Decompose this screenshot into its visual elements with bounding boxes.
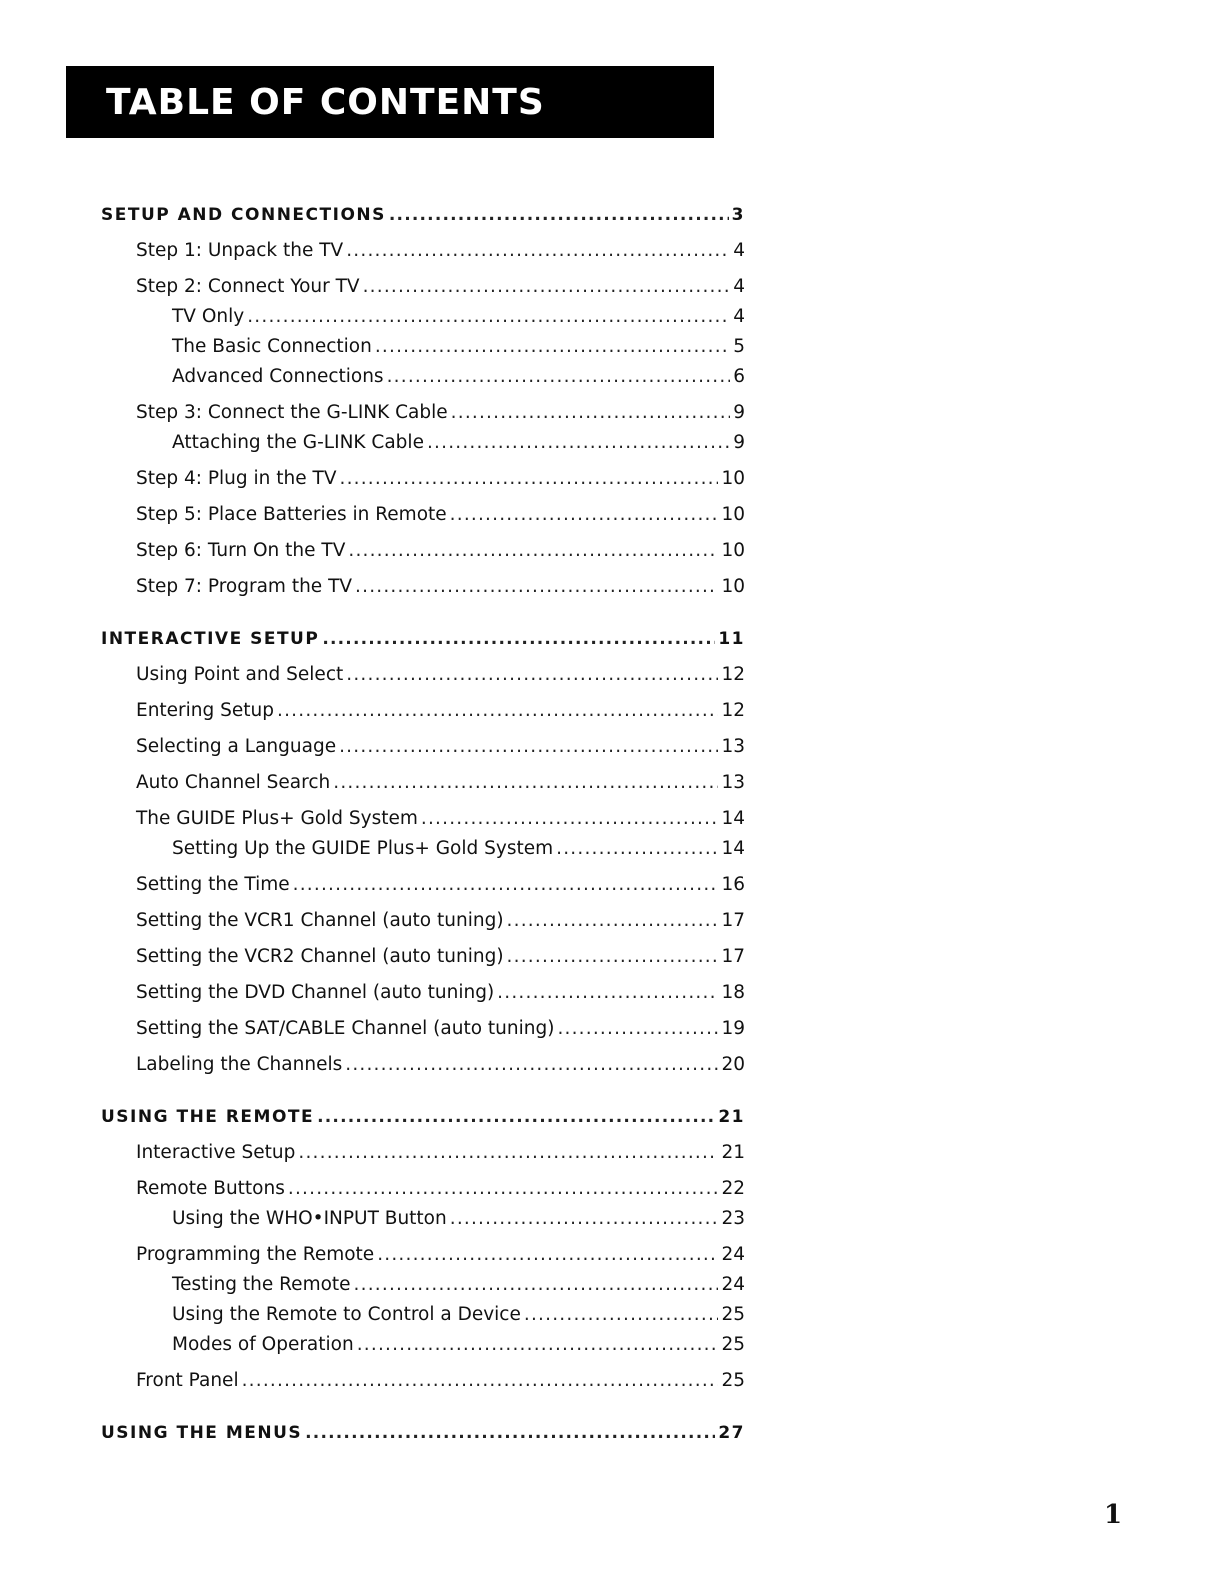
toc-entry — [136, 275, 745, 299]
toc-section-heading — [101, 627, 745, 651]
toc-entry-page: 25 — [721, 1370, 745, 1391]
toc-entry — [136, 807, 745, 831]
toc-entry-title: Selecting a Language — [136, 736, 337, 757]
toc-entry — [172, 1207, 745, 1231]
toc-entry — [172, 1333, 745, 1357]
toc-section-heading — [101, 1421, 745, 1445]
toc-entry — [136, 873, 745, 897]
toc-entry-title: Advanced Connections — [172, 366, 384, 387]
toc-entry-title: The GUIDE Plus+ Gold System — [136, 808, 418, 829]
toc-entry — [136, 575, 745, 599]
toc-entry — [136, 467, 745, 491]
dot-leader — [298, 1141, 718, 1165]
toc-entry-page: 19 — [721, 1018, 745, 1039]
toc-entry — [136, 539, 745, 563]
toc-entry-page: 18 — [721, 982, 745, 1003]
dot-leader — [346, 663, 718, 687]
toc-entry-title: Step 6: Turn On the TV — [136, 540, 346, 561]
toc-entry-page: 23 — [721, 1208, 745, 1229]
toc-entry — [136, 1141, 745, 1165]
toc-entry-page: 4 — [733, 276, 745, 297]
toc-entry — [136, 1177, 745, 1201]
dot-leader — [375, 335, 730, 359]
toc-entry — [172, 305, 745, 329]
dot-leader — [354, 1273, 719, 1297]
toc-entry-title: TV Only — [172, 306, 245, 327]
toc-entry — [136, 699, 745, 723]
dot-leader — [348, 539, 718, 563]
toc-entry-page: 5 — [733, 336, 745, 357]
dot-leader — [363, 275, 731, 299]
title-banner — [66, 66, 714, 138]
toc-section-heading — [101, 1105, 745, 1129]
toc-entry-page: 3 — [731, 205, 745, 225]
toc-entry — [172, 365, 745, 389]
dot-leader — [322, 627, 715, 651]
dot-leader — [277, 699, 718, 723]
dot-leader — [355, 575, 718, 599]
toc-entry-title: Step 1: Unpack the TV — [136, 240, 344, 261]
page-title: TABLE OF CONTENTS — [106, 81, 545, 123]
dot-leader — [450, 503, 719, 527]
toc-entry-title: Step 4: Plug in the TV — [136, 468, 337, 489]
dot-leader — [524, 1303, 719, 1327]
toc-entry-title: Front Panel — [136, 1370, 239, 1391]
toc-entry-title: Remote Buttons — [136, 1178, 285, 1199]
toc-entry-page: 27 — [718, 1423, 745, 1443]
dot-leader — [339, 467, 718, 491]
toc-entry — [136, 401, 745, 425]
toc-entry-page: 11 — [718, 629, 745, 649]
toc-entry-page: 21 — [721, 1142, 745, 1163]
dot-leader — [345, 1053, 718, 1077]
toc-entry-page: 9 — [733, 432, 745, 453]
toc-entry — [136, 981, 745, 1005]
toc-entry-title: INTERACTIVE SETUP — [101, 629, 320, 649]
dot-leader — [339, 735, 718, 759]
toc-entry-page: 10 — [721, 504, 745, 525]
toc-entry-title: The Basic Connection — [172, 336, 372, 357]
toc-entry-title: Attaching the G-LINK Cable — [172, 432, 424, 453]
toc-section-heading — [101, 203, 745, 227]
dot-leader — [305, 1421, 715, 1445]
toc-entry-page: 20 — [721, 1054, 745, 1075]
toc-entry-title: Setting the VCR2 Channel (auto tuning) — [136, 946, 504, 967]
toc-entry-title: Interactive Setup — [136, 1142, 296, 1163]
dot-leader — [497, 981, 718, 1005]
toc-entry — [136, 945, 745, 969]
toc-entry — [136, 1053, 745, 1077]
toc-entry-title: SETUP AND CONNECTIONS — [101, 205, 386, 225]
toc-entry-page: 9 — [733, 402, 745, 423]
toc-entry — [172, 431, 745, 455]
toc-entry — [136, 735, 745, 759]
dot-leader — [389, 203, 729, 227]
toc-entry-page: 10 — [721, 540, 745, 561]
dot-leader — [247, 305, 730, 329]
dot-leader — [387, 365, 731, 389]
toc-entry — [136, 1017, 745, 1041]
toc-entry-page: 24 — [721, 1244, 745, 1265]
toc-entry-page: 10 — [721, 468, 745, 489]
toc-entry-title: Auto Channel Search — [136, 772, 331, 793]
toc-entry — [136, 239, 745, 263]
dot-leader — [451, 401, 731, 425]
toc-entry-title: Labeling the Channels — [136, 1054, 343, 1075]
toc-entry-page: 13 — [721, 736, 745, 757]
dot-leader — [377, 1243, 718, 1267]
toc-entry-page: 25 — [721, 1304, 745, 1325]
toc-entry-page: 12 — [721, 664, 745, 685]
toc-entry-page: 14 — [721, 838, 745, 859]
toc-entry-title: Setting the SAT/CABLE Channel (auto tuning) — [136, 1018, 555, 1039]
toc-entry-page: 22 — [721, 1178, 745, 1199]
toc-entry — [136, 1369, 745, 1393]
toc-entry-title: USING THE REMOTE — [101, 1107, 315, 1127]
toc-entry — [172, 1303, 745, 1327]
dot-leader — [357, 1333, 719, 1357]
dot-leader — [242, 1369, 719, 1393]
toc-entry-page: 21 — [718, 1107, 745, 1127]
toc-entry-page: 14 — [721, 808, 745, 829]
toc-entry-page: 13 — [721, 772, 745, 793]
toc-entry-title: Modes of Operation — [172, 1334, 354, 1355]
toc-entry-title: Setting the DVD Channel (auto tuning) — [136, 982, 495, 1003]
toc-entry-page: 16 — [721, 874, 745, 895]
toc-entry-title: Step 3: Connect the G-LINK Cable — [136, 402, 448, 423]
dot-leader — [293, 873, 719, 897]
toc-entry-page: 6 — [733, 366, 745, 387]
dot-leader — [556, 837, 718, 861]
toc-entry-page: 4 — [733, 306, 745, 327]
dot-leader — [317, 1105, 715, 1129]
toc-entry — [172, 335, 745, 359]
dot-leader — [346, 239, 730, 263]
dot-leader — [333, 771, 718, 795]
page-number: 1 — [1104, 1500, 1123, 1530]
toc-entry-title: Setting the VCR1 Channel (auto tuning) — [136, 910, 504, 931]
toc-entry-page: 25 — [721, 1334, 745, 1355]
dot-leader — [427, 431, 730, 455]
toc-entry-title: Entering Setup — [136, 700, 274, 721]
toc-entry-page: 12 — [721, 700, 745, 721]
toc-entry-title: Using the Remote to Control a Device — [172, 1304, 521, 1325]
toc-entry-title: USING THE MENUS — [101, 1423, 303, 1443]
dot-leader — [288, 1177, 719, 1201]
toc-entry-title: Setting the Time — [136, 874, 290, 895]
dot-leader — [557, 1017, 718, 1041]
toc-entry-title: Using the WHO•INPUT Button — [172, 1208, 447, 1229]
dot-leader — [450, 1207, 719, 1231]
toc-entry-title: Testing the Remote — [172, 1274, 351, 1295]
toc-entry-page: 4 — [733, 240, 745, 261]
toc-entry-page: 24 — [721, 1274, 745, 1295]
toc-entry-title: Using Point and Select — [136, 664, 344, 685]
toc-entry-title: Step 5: Place Batteries in Remote — [136, 504, 447, 525]
toc-entry — [136, 771, 745, 795]
toc-entry-title: Programming the Remote — [136, 1244, 375, 1265]
toc-entry-page: 17 — [721, 910, 745, 931]
toc-entry — [172, 837, 745, 861]
toc-entry — [136, 909, 745, 933]
toc-entry-page: 10 — [721, 576, 745, 597]
toc-entry-title: Setting Up the GUIDE Plus+ Gold System — [172, 838, 554, 859]
toc-entry-title: Step 7: Program the TV — [136, 576, 353, 597]
toc-entry — [172, 1273, 745, 1297]
toc-entry — [136, 503, 745, 527]
toc-entry-page: 17 — [721, 946, 745, 967]
dot-leader — [421, 807, 719, 831]
dot-leader — [507, 945, 719, 969]
dot-leader — [507, 909, 719, 933]
toc-entry — [136, 1243, 745, 1267]
toc-entry-title: Step 2: Connect Your TV — [136, 276, 360, 297]
toc-entry — [136, 663, 745, 687]
